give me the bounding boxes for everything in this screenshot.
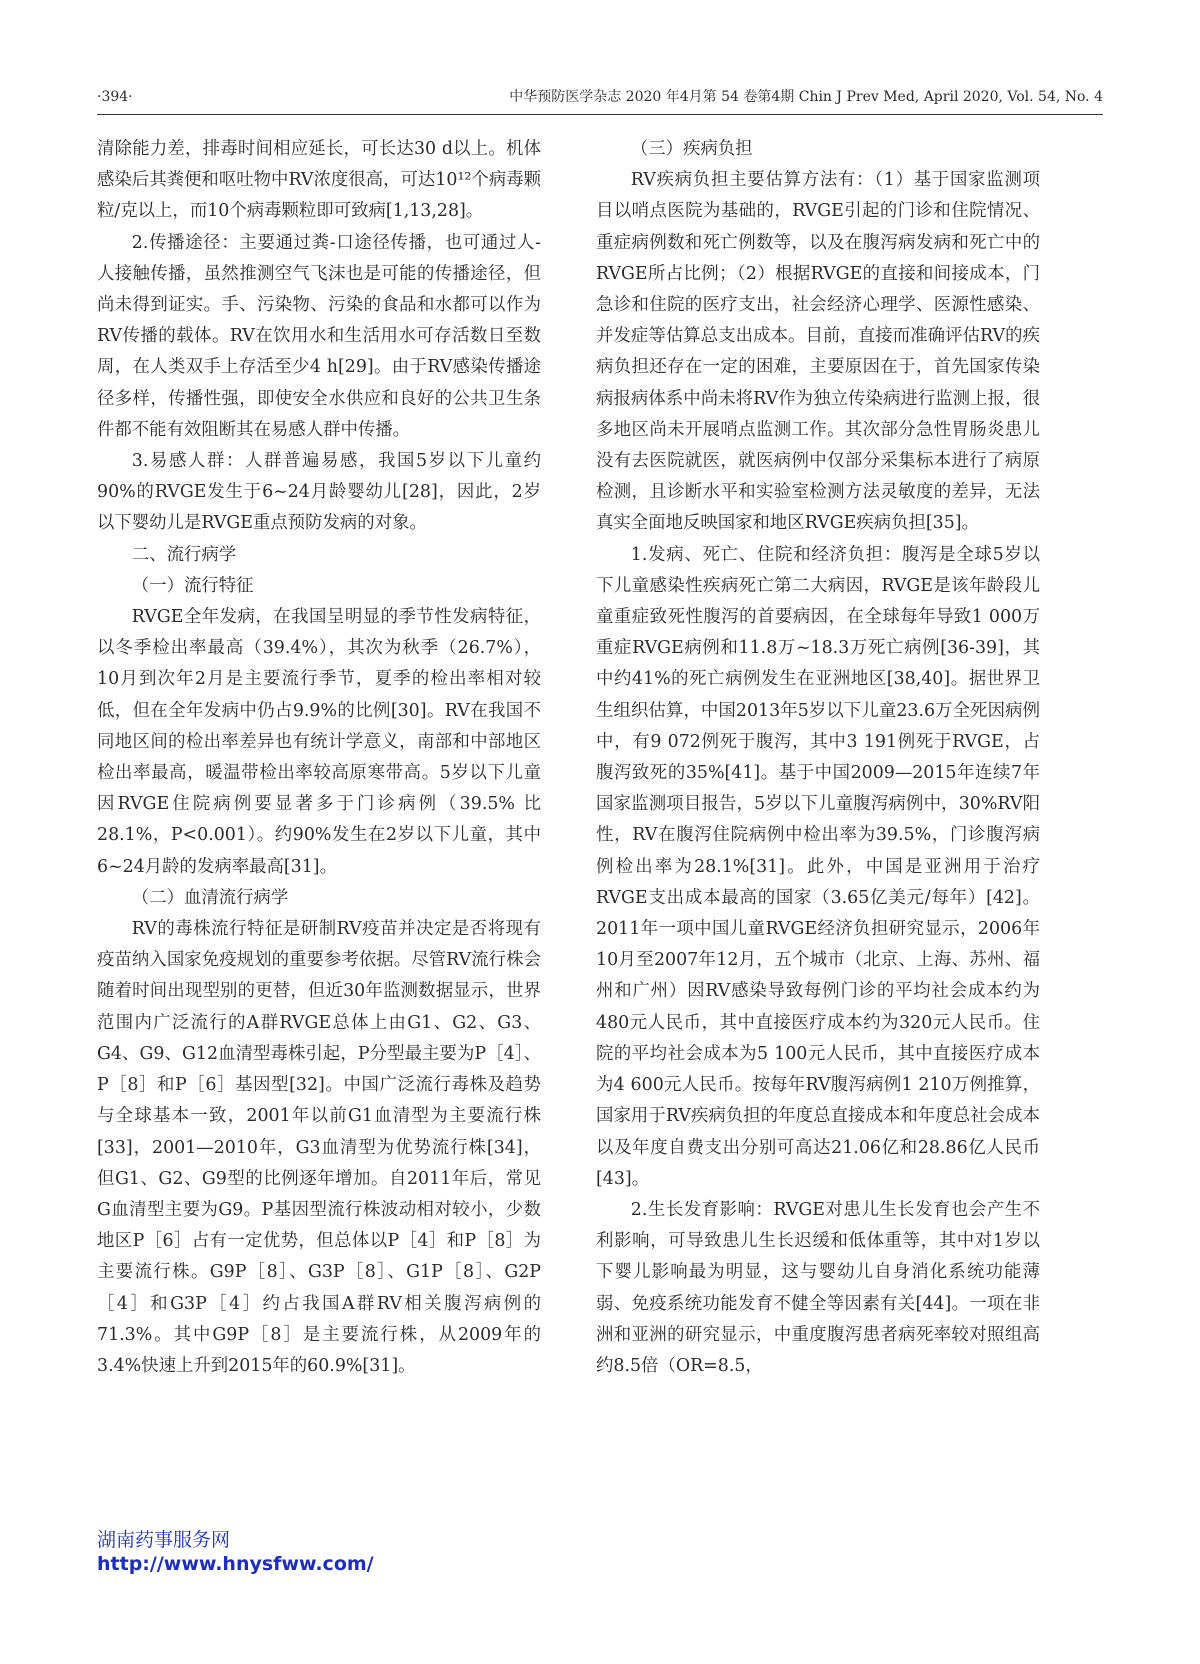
header-rule [97, 114, 1103, 115]
subsection-heading: （二）血清流行病学 [131, 887, 289, 908]
paragraph: 2.生长发育影响：RVGE对患儿生长发育也会产生不利影响，可导致患儿生长迟缓和低体重等，其中对1岁以下婴儿影响最为明显，这与婴幼儿自身消化系统功能薄弱、免疫系统功能发育不健全等因素有关[44]。一项在非洲和亚洲的研究显示，中重度腹泻患者病死率较对照组高约8.5倍（OR=8.5， [596, 1199, 1040, 1376]
left-column [97, 134, 541, 1382]
paragraph: RVGE全年发病，在我国呈明显的季节性发病特征，以冬季检出率最高（39.4%），其次为秋季（26.7%），10月到次年2月是主要流行季节，夏季的检出率相对较低，但在全年发病中仍占9.9%的比例[30]。RV在我国不同地区间的检出率差异也有统计学意义，南部和中部地区检出率最高，暖温带检出率较高原寒带高。5岁以下儿童因RVGE住院病例要显著多于门诊病例（39.5% 比 28.1%，P<0.001）。约90%发生在2岁以下儿童，其中6~24月龄的发病率最高[31]。 [97, 607, 541, 877]
running-header [97, 84, 1103, 110]
paragraph: 清除能力差，排毒时间相应延长，可长达30 d以上。机体感染后其粪便和呕吐物中RV浓度很高，可达10¹²个病毒颗粒/克以上，而10个病毒颗粒即可致病[1,13,28]。 [97, 139, 541, 222]
site-url[interactable]: http://www.hnysfww.com/ [97, 1553, 374, 1575]
paragraph: 2.传播途径：主要通过粪-口途径传播，也可通过人-人接触传播，虽然推测空气飞沫也是可能的传播途径，但尚未得到证实。手、污染物、污染的食品和水都可以作为RV传播的载体。RV在饮用水和生活用水可存活数日至数周，在人类双手上存活至少4 h[29]。由于RV感染传播途径多样，传播性强，即使安全水供应和良好的公共卫生条件都不能有效阻断其在易感人群中传播。 [97, 232, 541, 440]
site-name: 湖南药事服务网 [97, 1529, 231, 1551]
subsection-heading: （一）流行特征 [131, 575, 254, 596]
paragraph: 3.易感人群：人群普遍易感，我国5岁以下儿童约90%的RVGE发生于6~24月龄婴幼儿[28]，因此，2岁以下婴幼儿是RVGE重点预防发病的对象。 [97, 451, 541, 534]
right-column [596, 134, 1040, 1382]
section-heading: 二、流行病学 [131, 544, 237, 565]
watermark-footer [97, 1528, 374, 1576]
page-number: ·394· [97, 89, 133, 105]
paragraph: RV疾病负担主要估算方法有：（1）基于国家监测项目以哨点医院为基础的，RVGE引起的门诊和住院情况、重症病例数和死亡例数等，以及在腹泻病发病和死亡中的RVGE所占比例；（2）根据RVGE的直接和间接成本，门急诊和住院的医疗支出，社会经济心理学、医源性感染、并发症等估算总支出成本。目前，直接而准确评估RV的疾病负担还存在一定的困难，主要原因在于，首先国家传染病报病体系中尚未将RV作为独立传染病进行监测上报，很多地区尚未开展哨点监测工作。其次部分急性胃肠炎患儿没有去医院就医，就医病例中仅部分采集标本进行了病原检测，且诊断水平和实验室检测方法灵敏度的差异，无法真实全面地反映国家和地区RVGE疾病负担[35]。 [596, 170, 1040, 534]
journal-citation: 中华预防医学杂志 2020 年4月第 54 卷第4期 Chin J Prev Med, April 2020, Vol. 54, No. 4 [509, 89, 1103, 105]
subsection-heading: （三）疾病负担 [630, 139, 753, 159]
paragraph: RV的毒株流行特征是研制RV疫苗并决定是否将现有疫苗纳入国家免疫规划的重要参考依据。尽管RV流行株会随着时间出现型别的更替，但近30年监测数据显示，世界范围内广泛流行的A群RVGE总体上由G1、G2、G3、G4、G9、G12血清型毒株引起，P分型最主要为P［4］、P［8］和P［6］基因型[32]。中国广泛流行毒株及趋势与全球基本一致，2001年以前G1血清型为主要流行株[33]，2001—2010年，G3血清型为优势流行株[34]，但G1、G2、G9型的比例逐年增加。自2011年后，常见G血清型主要为G9。P基因型流行株波动相对较小，少数地区P［6］占有一定优势，但总体以P［4］和P［8］为主要流行株。G9P［8］、G3P［8］、G1P［8］、G2P［4］和G3P［4］约占我国A群RV相关腹泻病例的71.3%。其中G9P［8］是主要流行株，从2009年的3.4%快速上升到2015年的60.9%[31]。 [97, 919, 541, 1376]
paragraph: 1.发病、死亡、住院和经济负担：腹泻是全球5岁以下儿童感染性疾病死亡第二大病因，RVGE是该年龄段儿童重症致死性腹泻的首要病因，在全球每年导致1 000万重症RVGE病例和11.8万~18.3万死亡病例[36-39]，其中约41%的死亡病例发生在亚洲地区[38,40]。据世界卫生组织估算，中国2013年5岁以下儿童23.6万全死因病例中，有9 072例死于腹泻，其中3 191例死于RVGE，占腹泻致死的35%[41]。基于中国2009—2015年连续7年国家监测项目报告，5岁以下儿童腹泻病例中，30%RV阳性，RV在腹泻住院病例中检出率为39.5%，门诊腹泻病例检出率为28.1%[31]。此外，中国是亚洲用于治疗RVGE支出成本最高的国家（3.65亿美元/每年）[42]。2011年一项中国儿童RVGE经济负担研究显示，2006年10月至2007年12月，五个城市（北京、上海、苏州、福州和广州）因RV感染导致每例门诊的平均社会成本约为480元人民币，其中直接医疗成本约为320元人民币。住院的平均社会成本为5 100元人民币，其中直接医疗成本为4 600元人民币。按每年RV腹泻病例1 210万例推算，国家用于RV疾病负担的年度总直接成本和年度总社会成本以及年度自费支出分别可高达21.06亿和28.86亿人民币[43]。 [596, 544, 1040, 1189]
